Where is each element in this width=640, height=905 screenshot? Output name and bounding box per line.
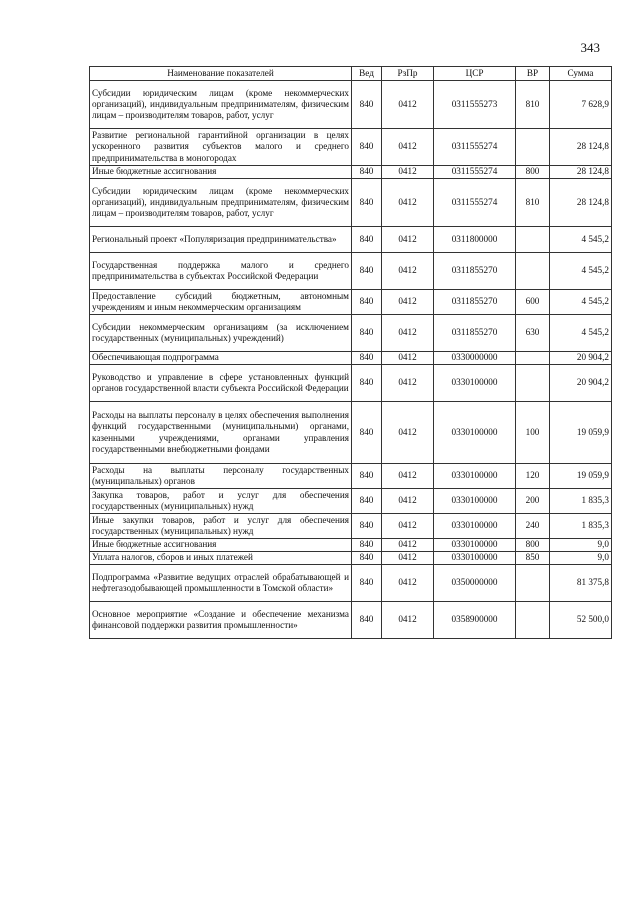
table-row [90, 539, 612, 552]
row-ved: 840 [352, 602, 382, 639]
row-vr [516, 365, 550, 402]
row-name: Субсидии некоммерческим организациям (за исключением государственных (муниципальных) учреждений) [90, 315, 352, 352]
row-rzpr: 0412 [382, 602, 434, 639]
table-row [90, 365, 612, 402]
table-row [90, 179, 612, 227]
row-vr [516, 227, 550, 253]
row-name: Государственная поддержка малого и среднего предпринимательства в субъектах Российской Федерации [90, 253, 352, 290]
table-row [90, 464, 612, 489]
row-ved: 840 [352, 565, 382, 602]
row-sum: 4 545,2 [550, 253, 612, 290]
row-rzpr: 0412 [382, 539, 434, 552]
row-sum: 28 124,8 [550, 179, 612, 227]
row-sum: 81 375,8 [550, 565, 612, 602]
row-csr: 0358900000 [434, 602, 516, 639]
row-ved: 840 [352, 552, 382, 565]
row-name: Подпрограмма «Развитие ведущих отраслей обрабатывающей и нефтегазодобывающей промышленности в Томской области» [90, 565, 352, 602]
row-csr: 0311855270 [434, 315, 516, 352]
header-ved: Вед [352, 67, 382, 81]
row-csr: 0330100000 [434, 402, 516, 464]
header-sum: Сумма [550, 67, 612, 81]
table-header-row [90, 67, 612, 81]
row-csr: 0330100000 [434, 365, 516, 402]
row-rzpr: 0412 [382, 514, 434, 539]
row-ved: 840 [352, 539, 382, 552]
row-sum: 20 904,2 [550, 352, 612, 365]
row-name: Субсидии юридическим лицам (кроме некоммерческих организаций), индивидуальным предпринимателям, физическим лицам – производителям товаров, работ, услуг [90, 179, 352, 227]
row-sum: 4 545,2 [550, 315, 612, 352]
row-rzpr: 0412 [382, 489, 434, 514]
row-name: Уплата налогов, сборов и иных платежей [90, 552, 352, 565]
row-ved: 840 [352, 290, 382, 315]
table-row [90, 81, 612, 129]
header-vr: ВР [516, 67, 550, 81]
table-row [90, 489, 612, 514]
row-vr: 100 [516, 402, 550, 464]
row-ved: 840 [352, 179, 382, 227]
header-csr: ЦСР [434, 67, 516, 81]
row-name: Развитие региональной гарантийной организации в целях ускоренного развития субъектов малого и среднего предпринимательства в моногородах [90, 129, 352, 166]
row-ved: 840 [352, 129, 382, 166]
row-rzpr: 0412 [382, 352, 434, 365]
row-csr: 0330000000 [434, 352, 516, 365]
row-sum: 4 545,2 [550, 290, 612, 315]
row-name: Иные закупки товаров, работ и услуг для обеспечения государственных (муниципальных) нужд [90, 514, 352, 539]
row-rzpr: 0412 [382, 315, 434, 352]
table-row [90, 166, 612, 179]
row-rzpr: 0412 [382, 552, 434, 565]
row-rzpr: 0412 [382, 402, 434, 464]
row-csr: 0311555274 [434, 129, 516, 166]
header-name: Наименование показателей [90, 67, 352, 81]
table-row [90, 352, 612, 365]
row-csr: 0311855270 [434, 253, 516, 290]
row-rzpr: 0412 [382, 290, 434, 315]
row-ved: 840 [352, 489, 382, 514]
row-rzpr: 0412 [382, 365, 434, 402]
row-vr: 800 [516, 166, 550, 179]
table-row [90, 129, 612, 166]
row-ved: 840 [352, 352, 382, 365]
row-vr: 800 [516, 539, 550, 552]
row-vr: 810 [516, 81, 550, 129]
row-sum: 4 545,2 [550, 227, 612, 253]
row-name: Субсидии юридическим лицам (кроме некоммерческих организаций), индивидуальным предпринимателям, физическим лицам – производителям товаров, работ, услуг [90, 81, 352, 129]
page-number: 343 [580, 40, 600, 55]
row-vr: 630 [516, 315, 550, 352]
header-rzpr: РзПр [382, 67, 434, 81]
row-csr: 0330100000 [434, 539, 516, 552]
row-rzpr: 0412 [382, 253, 434, 290]
row-sum: 28 124,8 [550, 166, 612, 179]
row-ved: 840 [352, 253, 382, 290]
row-rzpr: 0412 [382, 179, 434, 227]
table-row [90, 227, 612, 253]
row-vr: 600 [516, 290, 550, 315]
row-vr: 120 [516, 464, 550, 489]
row-vr [516, 565, 550, 602]
row-sum: 7 628,9 [550, 81, 612, 129]
row-csr: 0311800000 [434, 227, 516, 253]
row-sum: 52 500,0 [550, 602, 612, 639]
row-vr [516, 253, 550, 290]
row-sum: 1 835,3 [550, 514, 612, 539]
row-rzpr: 0412 [382, 129, 434, 166]
row-rzpr: 0412 [382, 565, 434, 602]
row-vr: 200 [516, 489, 550, 514]
row-ved: 840 [352, 514, 382, 539]
row-csr: 0330100000 [434, 489, 516, 514]
row-ved: 840 [352, 464, 382, 489]
table-body [90, 81, 612, 639]
row-name: Иные бюджетные ассигнования [90, 539, 352, 552]
table-row [90, 253, 612, 290]
row-csr: 0350000000 [434, 565, 516, 602]
row-ved: 840 [352, 166, 382, 179]
row-sum: 9,0 [550, 552, 612, 565]
row-rzpr: 0412 [382, 166, 434, 179]
table-row [90, 602, 612, 639]
row-name: Региональный проект «Популяризация предпринимательства» [90, 227, 352, 253]
table-row [90, 290, 612, 315]
row-name: Обеспечивающая подпрограмма [90, 352, 352, 365]
row-name: Руководство и управление в сфере установленных функций органов государственной власти субъекта Российской Федерации [90, 365, 352, 402]
row-csr: 0311855270 [434, 290, 516, 315]
row-ved: 840 [352, 315, 382, 352]
row-sum: 28 124,8 [550, 129, 612, 166]
row-name: Предоставление субсидий бюджетным, автономным учреждениям и иным некоммерческим организациям [90, 290, 352, 315]
row-name: Основное мероприятие «Создание и обеспечение механизма финансовой поддержки развития промышленности» [90, 602, 352, 639]
row-sum: 1 835,3 [550, 489, 612, 514]
row-ved: 840 [352, 365, 382, 402]
row-sum: 19 059,9 [550, 464, 612, 489]
table-row [90, 315, 612, 352]
row-csr: 0330100000 [434, 464, 516, 489]
budget-table [89, 66, 612, 639]
row-rzpr: 0412 [382, 227, 434, 253]
row-csr: 0330100000 [434, 552, 516, 565]
row-sum: 9,0 [550, 539, 612, 552]
row-name: Иные бюджетные ассигнования [90, 166, 352, 179]
table-row [90, 514, 612, 539]
row-ved: 840 [352, 81, 382, 129]
row-ved: 840 [352, 227, 382, 253]
row-csr: 0311555274 [434, 166, 516, 179]
row-ved: 840 [352, 402, 382, 464]
row-vr [516, 129, 550, 166]
row-sum: 20 904,2 [550, 365, 612, 402]
row-vr: 810 [516, 179, 550, 227]
row-vr: 850 [516, 552, 550, 565]
row-csr: 0311555273 [434, 81, 516, 129]
table-row [90, 565, 612, 602]
row-name: Расходы на выплаты персоналу в целях обеспечения выполнения функций государственными (муниципальными) органами, казенными учреждениями, органами управления государственными внебюджетными фондами [90, 402, 352, 464]
table-row [90, 402, 612, 464]
row-name: Расходы на выплаты персоналу государственных (муниципальных) органов [90, 464, 352, 489]
row-vr: 240 [516, 514, 550, 539]
row-rzpr: 0412 [382, 464, 434, 489]
row-csr: 0330100000 [434, 514, 516, 539]
row-vr [516, 352, 550, 365]
row-vr [516, 602, 550, 639]
row-sum: 19 059,9 [550, 402, 612, 464]
table-row [90, 552, 612, 565]
row-csr: 0311555274 [434, 179, 516, 227]
row-rzpr: 0412 [382, 81, 434, 129]
row-name: Закупка товаров, работ и услуг для обеспечения государственных (муниципальных) нужд [90, 489, 352, 514]
